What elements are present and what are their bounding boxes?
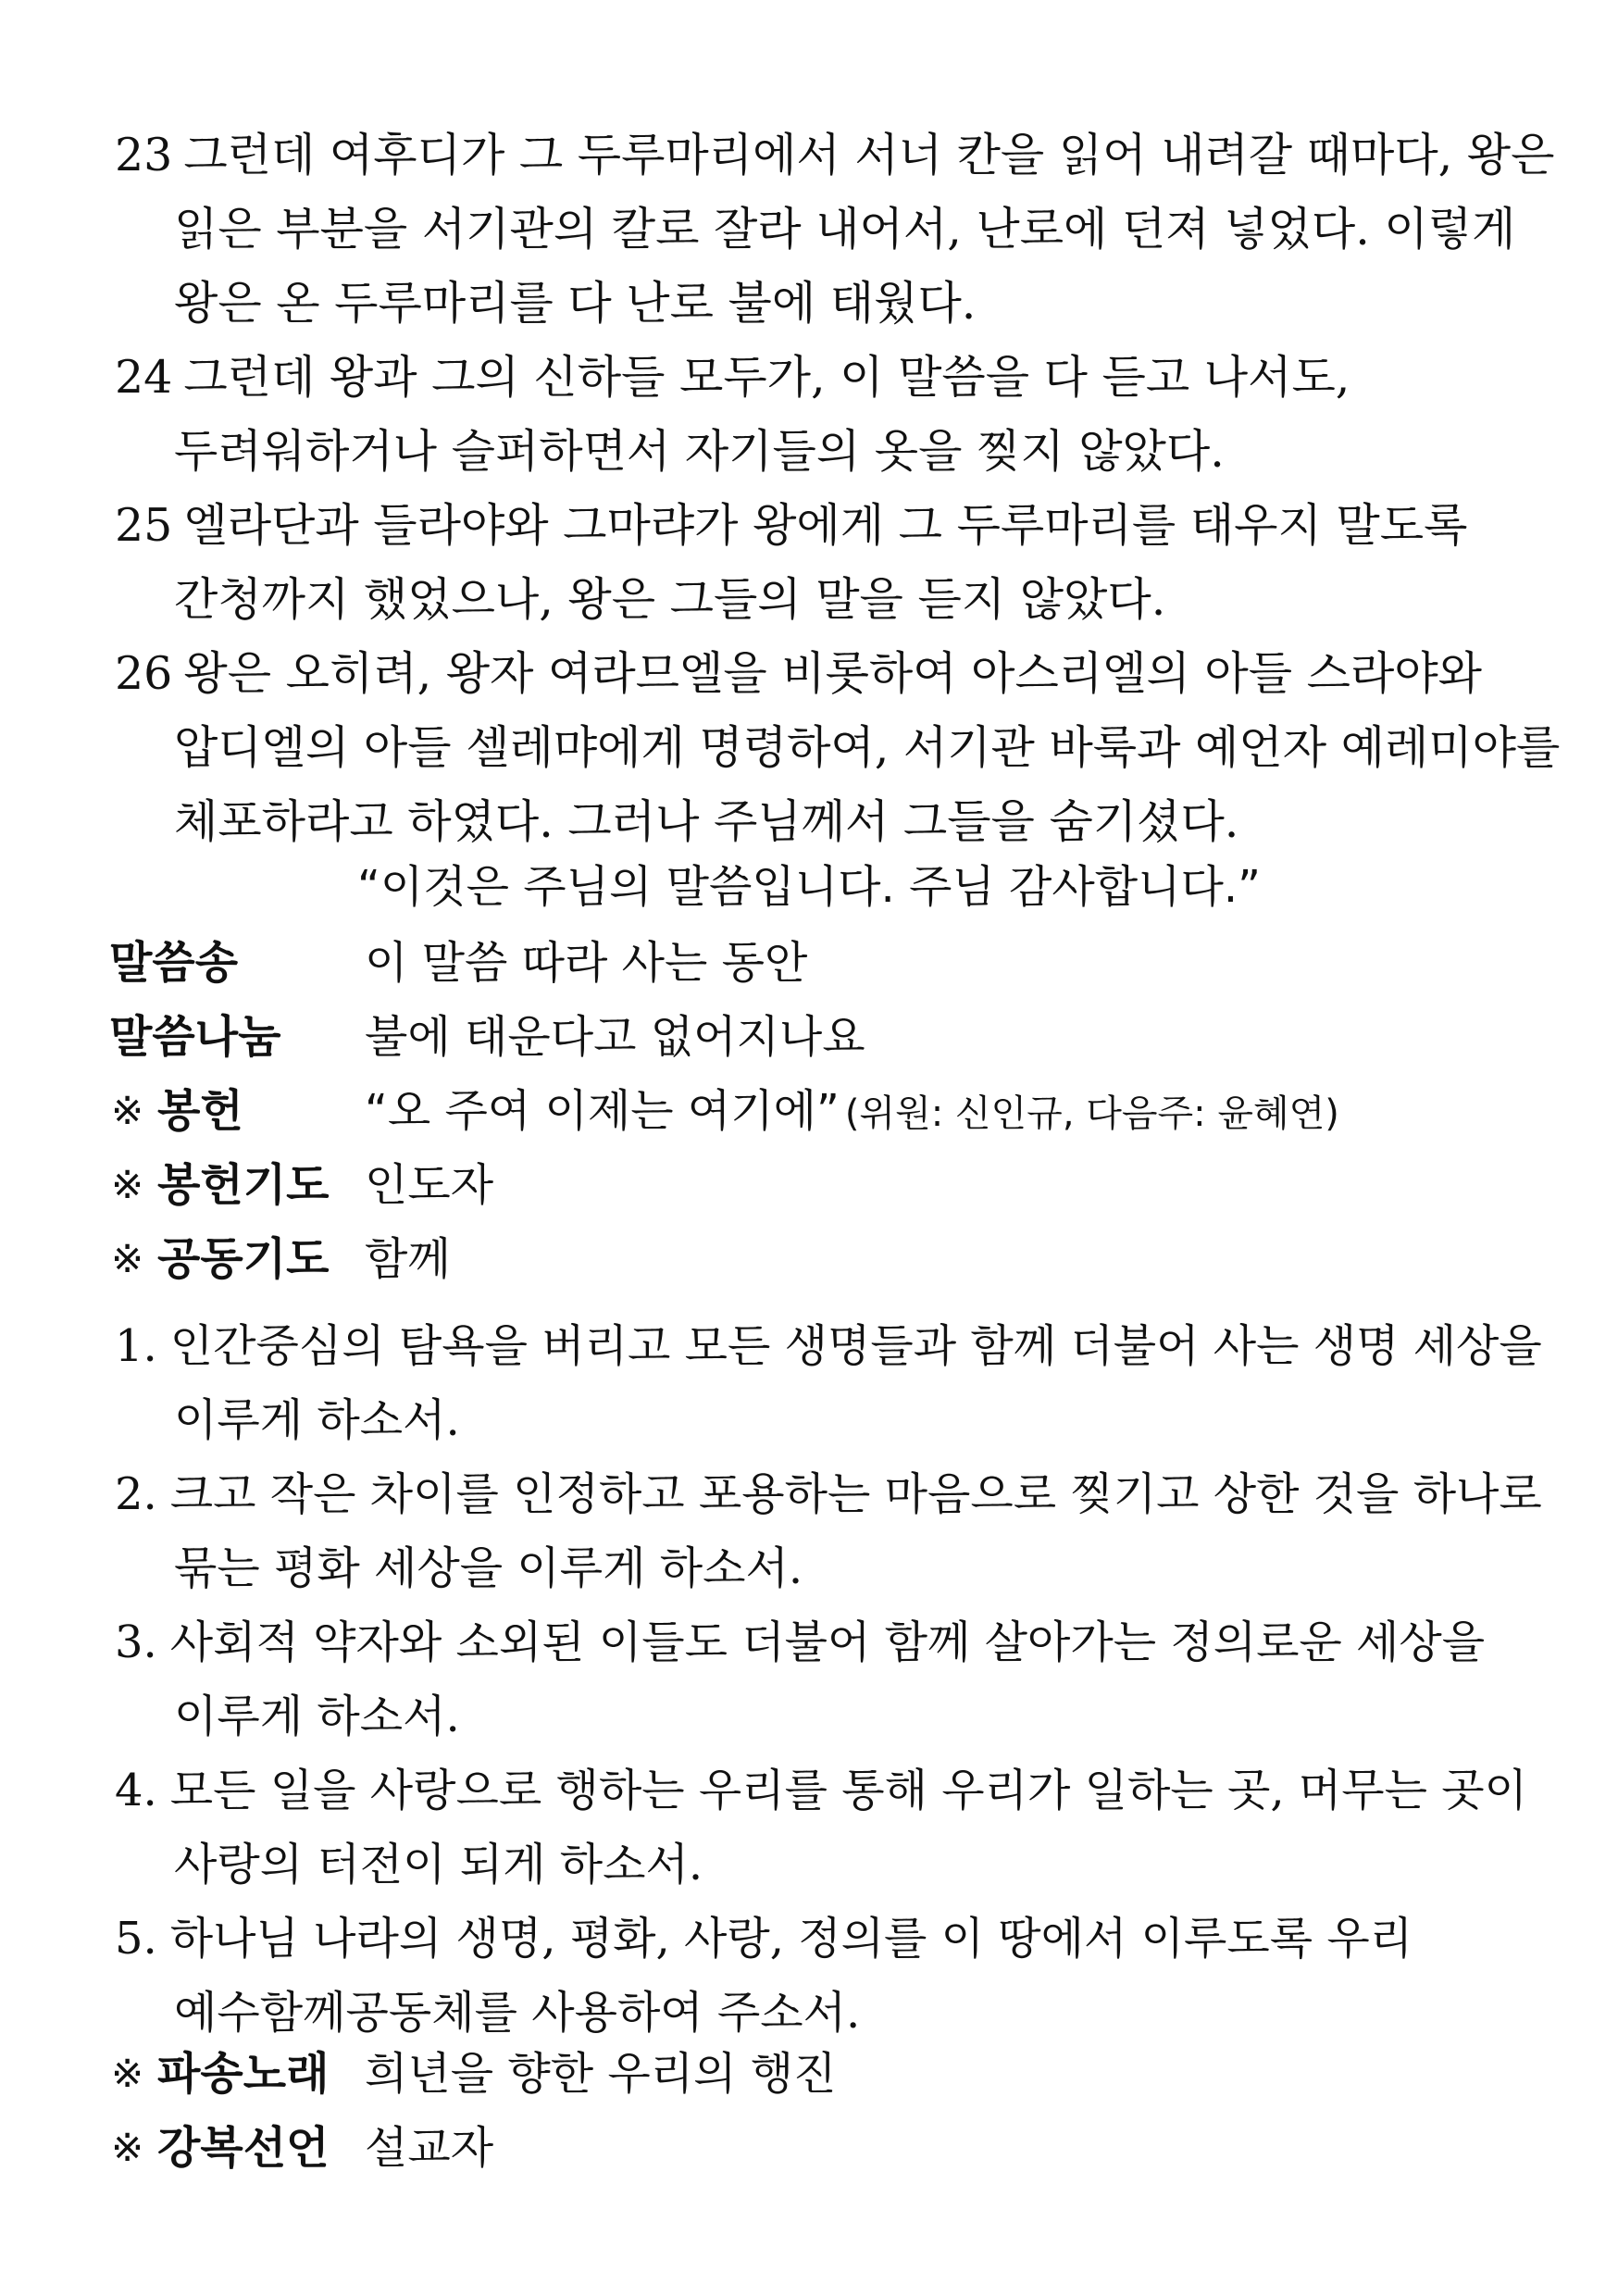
order-content: 희년을 향한 우리의 행진 [365, 2048, 837, 2100]
prayer-item [115, 1753, 1540, 1902]
standing-mark-icon: ※ [111, 1088, 144, 1133]
order-item-sending-song [109, 2037, 1553, 2111]
prayer-text: 인간중심의 탐욕을 버리고 모든 생명들과 함께 더불어 사는 생명 세상을 [169, 1320, 1542, 1372]
scripture-closing-response: “이것은 주님의 말씀입니다. 주님 감사합니다.” [357, 861, 1261, 913]
prayer-text: 사랑의 터전이 되게 하소서. [174, 1839, 703, 1890]
prayer-item [115, 1902, 1540, 2050]
prayer-text: 예수함께공동체를 사용하여 주소서. [174, 1987, 861, 2039]
standing-mark-icon: ※ [111, 1162, 144, 1207]
scripture-verses [115, 119, 1561, 859]
verse-number: 24 [115, 351, 173, 404]
order-label: 말씀송 [109, 937, 239, 989]
prayer-number: 5. [115, 1913, 157, 1965]
prayer-text: 사회적 약자와 소외된 이들도 더불어 함께 살아가는 정의로운 세상을 [169, 1616, 1486, 1668]
standing-mark-icon: ※ [111, 2051, 144, 2096]
standing-mark-icon: ※ [111, 2125, 144, 2170]
prayer-text: 모든 일을 사랑으로 행하는 우리를 통해 우리가 일하는 곳, 머무는 곳이 [169, 1765, 1527, 1816]
verse-number: 25 [115, 499, 173, 552]
prayer-number: 1. [115, 1320, 157, 1372]
order-item-word-sharing [109, 1000, 1553, 1074]
verse-number: 23 [115, 129, 173, 181]
prayer-text: 이루게 하소서. [174, 1691, 460, 1742]
order-label: 파송노래 [157, 2048, 330, 2100]
order-content: 이 말씀 따라 사는 동안 [365, 937, 808, 989]
order-item-word-song [109, 926, 1553, 1000]
verse-text: 간청까지 했었으나, 왕은 그들의 말을 듣지 않았다. [174, 573, 1166, 626]
order-content: 함께 [365, 1233, 451, 1285]
worship-order-ending [109, 2037, 1553, 2185]
order-label: 공동기도 [157, 1233, 330, 1285]
order-item-common-prayer [109, 1222, 1553, 1296]
order-content: “오 주여 이제는 여기에” [365, 1085, 840, 1137]
prayer-text: 이루게 하소서. [174, 1394, 460, 1446]
verse-23 [115, 119, 1555, 341]
order-label: 봉헌 [157, 1085, 243, 1137]
order-item-offering-prayer [109, 1148, 1553, 1222]
order-label: 강복선언 [157, 2122, 330, 2174]
prayer-number: 2. [115, 1468, 157, 1520]
prayer-text: 하나님 나라의 생명, 평화, 사랑, 정의를 이 땅에서 이루도록 우리 [169, 1913, 1413, 1965]
common-prayer-list [115, 1309, 1540, 2050]
verse-text: 두려워하거나 슬퍼하면서 자기들의 옷을 찢지 않았다. [174, 425, 1225, 478]
prayer-number: 4. [115, 1765, 157, 1816]
prayer-item [115, 1605, 1540, 1753]
verse-text: 왕은 온 두루마리를 다 난로 불에 태웠다. [174, 277, 977, 330]
worship-order [109, 926, 1553, 1296]
prayer-item [115, 1309, 1540, 1457]
verse-25 [115, 489, 1522, 637]
prayer-text: 묶는 평화 세상을 이루게 하소서. [174, 1542, 803, 1594]
verse-text: 엘라단과 들라야와 그마랴가 왕에게 그 두루마리를 태우지 말도록 [183, 499, 1468, 552]
verse-number: 26 [115, 647, 173, 700]
order-content: 불에 태운다고 없어지나요 [365, 1011, 865, 1063]
verse-text: 읽은 부분을 서기관의 칼로 잘라 내어서, 난로에 던져 넣었다. 이렇게 [174, 203, 1516, 256]
verse-text: 그런데 여후디가 그 두루마리에서 서너 칸을 읽어 내려갈 때마다, 왕은 [183, 129, 1555, 181]
verse-text: 그런데 왕과 그의 신하들 모두가, 이 말씀을 다 듣고 나서도, [183, 351, 1350, 404]
verse-24 [115, 341, 1522, 489]
verse-text: 왕은 오히려, 왕자 여라므엘을 비롯하여 아스리엘의 아들 스라야와 [183, 647, 1482, 700]
order-content: 인도자 [365, 1159, 494, 1211]
order-item-offering [109, 1074, 1553, 1148]
verse-text: 체포하라고 하였다. 그러나 주님께서 그들을 숨기셨다. [174, 795, 1239, 848]
order-content: 설교자 [365, 2122, 494, 2174]
prayer-number: 3. [115, 1616, 157, 1668]
offering-note: (위원: 신인규, 다음주: 윤혜연) [844, 1092, 1339, 1135]
order-label: 봉헌기도 [157, 1159, 330, 1211]
verse-text: 압디엘의 아들 셀레먀에게 명령하여, 서기관 바룩과 예언자 예레미야를 [174, 721, 1561, 774]
order-label: 말씀나눔 [109, 1011, 281, 1063]
prayer-text: 크고 작은 차이를 인정하고 포용하는 마음으로 찢기고 상한 것을 하나로 [169, 1468, 1542, 1520]
standing-mark-icon: ※ [111, 1236, 144, 1281]
prayer-item [115, 1457, 1540, 1605]
verse-26 [115, 637, 1561, 859]
order-item-benediction [109, 2111, 1553, 2185]
